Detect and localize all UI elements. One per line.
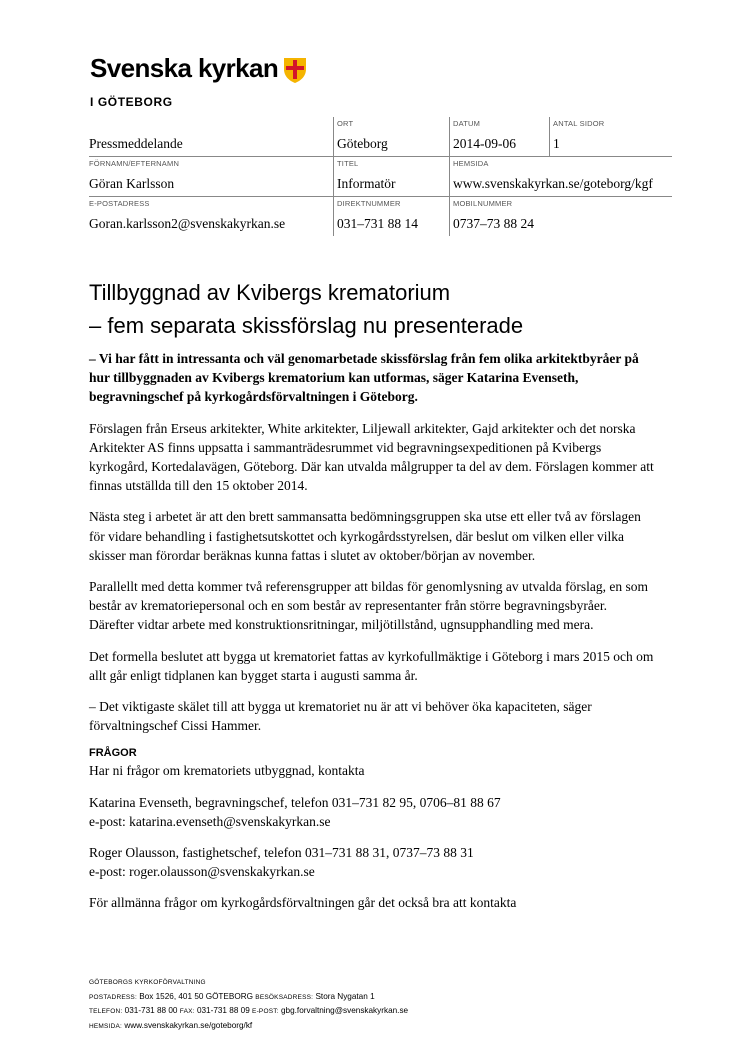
contact-line: Katarina Evenseth, begravningschef, telefon 031–731 82 95, 0706–81 88 67 <box>89 794 501 810</box>
info-row <box>89 197 672 236</box>
info-row <box>89 157 672 197</box>
footer <box>89 975 408 1033</box>
namn-label: FÖRNAMN/EFTERNAMN <box>89 159 180 168</box>
footer-tel-value: 031-731 88 00 <box>124 1006 178 1015</box>
contact-email[interactable]: e-post: katarina.evenseth@svenskakyrkan.se <box>89 813 331 829</box>
paragraph: Nästa steg i arbetet är att den brett sammansatta bedömningsgruppen ska utse ett eller två av förslagen för vidare behandling i fastighetsutskottet och kyrkogårdsstyrelsen, där beslut om vilken eller vilka skisser man förordar beräknas kunna fattas i slutet av oktober/början av november. <box>89 509 641 563</box>
title-line-1: Tillbyggnad av Kvibergs krematorium <box>89 280 451 305</box>
hemsida-value[interactable]: www.svenskakyrkan.se/goteborg/kgf <box>453 176 653 191</box>
footer-post-label: POSTADRESS: <box>89 993 137 1001</box>
footer-tel-label: TELEFON: <box>89 1008 123 1015</box>
footer-org: GÖTEBORGS KYRKOFÖRVALTNING <box>89 979 206 986</box>
logo-name: Svenska kyrkan <box>90 53 279 83</box>
contact-email[interactable]: e-post: roger.olausson@svenskakyrkan.se <box>89 864 315 880</box>
footer-fax-label: FAX: <box>179 1008 195 1015</box>
paragraph: – Det viktigaste skälet till att bygga ut krematoriet nu är att vi behöver öka kapaciteten, säger förvaltningschef Cissi Hammer. <box>89 699 592 734</box>
footer-web-value[interactable]: www.svenskakyrkan.se/goteborg/kf <box>124 1020 253 1030</box>
titel-label: TITEL <box>337 159 359 168</box>
epost-cell <box>89 197 333 236</box>
direkt-value: 031–731 88 14 <box>337 216 418 231</box>
sidor-cell <box>549 117 672 156</box>
paragraph: Parallellt med detta kommer två referensgrupper att bildas för genomlysning av utvalda förslag, en som består av krematoriepersonal och en som består av representanter från större begravningsbyråer. Därefter vidtar arbete med konstruktionsritningar, miljötillstånd, ugnsupphandling med mera. <box>89 579 648 633</box>
footer-web-label: HEMSIDA: <box>89 1022 123 1030</box>
mobil-value: 0737–73 88 24 <box>453 216 534 231</box>
footer-email-label: E-POST: <box>252 1008 279 1015</box>
sidor-value: 1 <box>553 136 560 151</box>
mobil-cell <box>449 197 672 236</box>
footer-visit-value: Stora Nygatan 1 <box>315 991 375 1001</box>
datum-value: 2014-09-06 <box>453 136 516 151</box>
paragraph: Förslagen från Erseus arkitekter, White arkitekter, Liljewall arkitekter, Gajd arkitekter och det norska Arkitekter AS finns uppsatta i sammanträdesrummet vid begravningsexpeditionen på Kvibergs kyrkogård, Kortedalavägen, Göteborg. Där kan utvalda målgrupper ta del av dem. Förslagen kommer att finnas utställda till den 15 oktober 2014. <box>89 420 654 494</box>
sidor-label: ANTAL SIDOR <box>553 119 605 128</box>
paragraph: Det formella beslutet att bygga ut krematoriet fattas av kyrkofullmäktige i Göteborg i mars 2015 och om allt går enligt tidplanen kan bygget starta i augusti samma år. <box>89 648 654 683</box>
title-line-2: – fem separata skissförslag nu presenterade <box>89 313 524 338</box>
footer-visit-label: BESÖKSADRESS: <box>255 993 314 1001</box>
ort-cell <box>333 117 449 156</box>
direkt-cell <box>333 197 449 236</box>
namn-cell <box>89 157 333 196</box>
titel-cell <box>333 157 449 196</box>
logo-subtitle: I GÖTEBORG <box>90 95 173 109</box>
datum-cell <box>449 117 549 156</box>
lead-paragraph: – Vi har fått in intressanta och väl genomarbetade skissförslag från fem olika arkitektbyråer på hur tillbyggnaden av Kvibergs krematorium kan utformas, säger Katarina Evenseth, begravningschef på kyrkogårdsförvaltningen i Göteborg. <box>89 351 639 405</box>
footer-fax-value: 031-731 88 09 <box>196 1006 250 1015</box>
mobil-label: MOBILNUMMER <box>453 199 513 208</box>
questions-heading: FRÅGOR <box>89 747 137 760</box>
press-body <box>89 349 654 925</box>
namn-value: Göran Karlsson <box>89 176 175 191</box>
footer-email-value[interactable]: gbg.forvaltning@svenskakyrkan.se <box>281 1006 409 1015</box>
ort-label: ORT <box>337 119 354 128</box>
press-title <box>89 276 523 342</box>
doc-type-value: Pressmeddelande <box>89 136 183 151</box>
contact-line: Roger Olausson, fastighetschef, telefon 031–731 88 31, 0737–73 88 31 <box>89 845 474 861</box>
ort-value: Göteborg <box>337 136 388 151</box>
hemsida-cell <box>449 157 672 196</box>
datum-label: DATUM <box>453 119 481 128</box>
logo <box>90 54 308 109</box>
questions-intro: Har ni frågor om krematoriets utbyggnad, kontakta <box>89 763 365 779</box>
direkt-label: DIREKTNUMMER <box>337 199 401 208</box>
epost-label: E-POSTADRESS <box>89 199 150 208</box>
doc-type-cell <box>89 117 333 156</box>
cross-logo-icon <box>282 56 308 89</box>
footer-post-value: Box 1526, 401 50 GÖTEBORG <box>139 991 254 1001</box>
contact-block <box>89 793 654 831</box>
closing-text: För allmänna frågor om kyrkogårdsförvaltningen går det också bra att kontakta <box>89 895 517 911</box>
info-table <box>89 117 672 236</box>
titel-value: Informatör <box>337 176 396 191</box>
info-row <box>89 117 672 157</box>
hemsida-label: HEMSIDA <box>453 159 489 168</box>
contact-block <box>89 843 654 881</box>
epost-value[interactable]: Goran.karlsson2@svenskakyrkan.se <box>89 216 286 231</box>
